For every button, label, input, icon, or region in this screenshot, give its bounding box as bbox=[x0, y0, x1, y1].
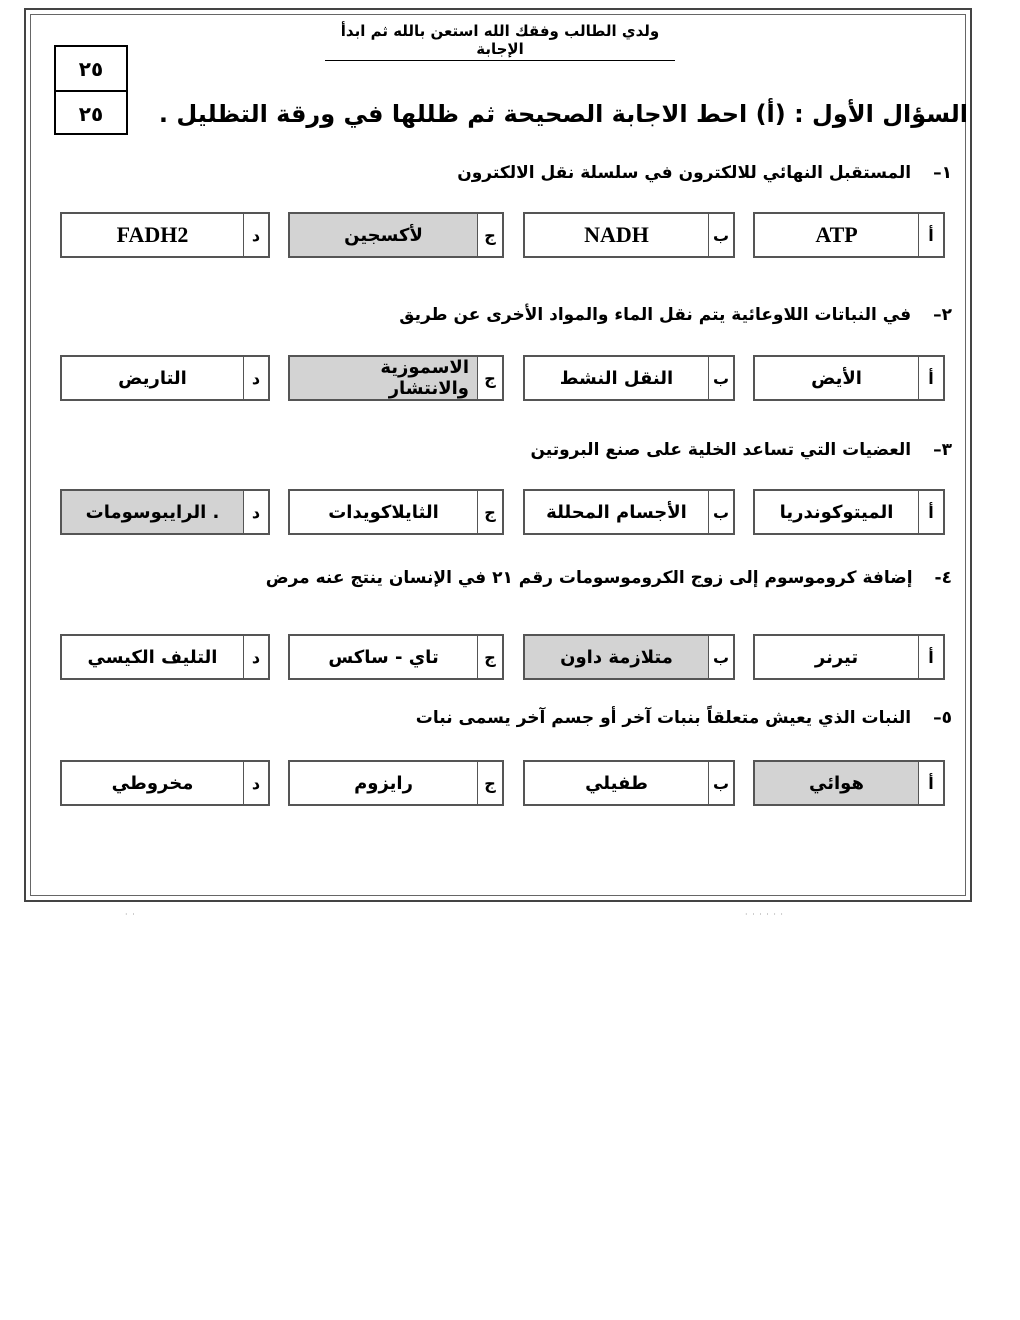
question-text: في النباتات اللاوعائية يتم نقل الماء والمواد الأخرى عن طريق bbox=[399, 305, 912, 325]
option-letter: ب bbox=[708, 491, 733, 533]
option-5-4[interactable] bbox=[60, 760, 270, 806]
option-4-2[interactable] bbox=[523, 634, 735, 680]
option-2-4[interactable] bbox=[60, 355, 270, 401]
question-5 bbox=[416, 708, 952, 728]
option-text: مخروطي bbox=[111, 772, 194, 794]
question-3 bbox=[530, 440, 952, 460]
option-letter: ج bbox=[477, 214, 502, 256]
question-text: إضافة كروموسوم إلى زوج الكروموسومات رقم ٢١ في الإنسان ينتج عنه مرض bbox=[265, 568, 913, 588]
option-letter: أ bbox=[918, 491, 943, 533]
question-number: ٢– bbox=[933, 305, 952, 325]
option-2-3[interactable] bbox=[288, 355, 504, 401]
option-letter: أ bbox=[918, 357, 943, 399]
option-letter: أ bbox=[918, 214, 943, 256]
options-row bbox=[60, 355, 946, 403]
option-5-1[interactable] bbox=[753, 760, 945, 806]
option-4-1[interactable] bbox=[753, 634, 945, 680]
option-text: التليف الكيسي bbox=[87, 646, 218, 668]
option-letter: ب bbox=[708, 357, 733, 399]
option-2-1[interactable] bbox=[753, 355, 945, 401]
option-3-3[interactable] bbox=[288, 489, 504, 535]
question-number: ١– bbox=[933, 163, 952, 183]
option-text: الاسموزية والانتشار bbox=[290, 357, 477, 399]
option-text: تاي - ساكس bbox=[328, 646, 439, 668]
option-letter: أ bbox=[918, 762, 943, 804]
question-2 bbox=[399, 305, 952, 325]
option-letter: د bbox=[243, 762, 268, 804]
option-5-2[interactable] bbox=[523, 760, 735, 806]
option-text: لأكسجين bbox=[290, 214, 477, 256]
option-letter: ب bbox=[708, 762, 733, 804]
option-5-3[interactable] bbox=[288, 760, 504, 806]
options-row bbox=[60, 212, 946, 260]
options-row bbox=[60, 760, 946, 808]
header-instruction: ولدي الطالب وفقك الله استعن بالله ثم ابدأ الإجابة bbox=[325, 22, 675, 61]
question-text: المستقبل النهائي للالكترون في سلسلة نقل الالكترون bbox=[457, 163, 912, 183]
option-letter: ج bbox=[477, 762, 502, 804]
option-text: التاريض bbox=[118, 367, 187, 389]
option-text: الثايلاكويدات bbox=[328, 501, 439, 523]
option-letter: د bbox=[243, 491, 268, 533]
option-letter: أ bbox=[918, 636, 943, 678]
option-letter: ج bbox=[477, 636, 502, 678]
score-total: ٢٥ bbox=[78, 56, 104, 81]
option-letter: ب bbox=[708, 636, 733, 678]
question-4 bbox=[266, 568, 952, 588]
option-letter: ج bbox=[477, 357, 502, 399]
option-text: NADH bbox=[584, 222, 649, 247]
option-4-4[interactable] bbox=[60, 634, 270, 680]
option-letter: ج bbox=[477, 491, 502, 533]
option-2-2[interactable] bbox=[523, 355, 735, 401]
option-1-4[interactable] bbox=[60, 212, 270, 258]
option-letter: د bbox=[243, 214, 268, 256]
option-text: طفيلي bbox=[585, 772, 648, 794]
question-number: ٤- bbox=[934, 568, 952, 588]
option-3-1[interactable] bbox=[753, 489, 945, 535]
option-1-1[interactable] bbox=[753, 212, 945, 258]
footer-mark-left: · · bbox=[125, 910, 136, 919]
option-text: . الرايبوسومات bbox=[62, 491, 243, 533]
option-text: النقل النشط bbox=[559, 367, 674, 389]
option-text: تيرنر bbox=[814, 646, 859, 668]
question-text: النبات الذي يعيش متعلقاً بنبات آخر أو جسم آخر يسمى نبات bbox=[415, 708, 912, 728]
score-box bbox=[54, 45, 128, 135]
option-text: FADH2 bbox=[116, 222, 189, 247]
option-letter: د bbox=[243, 357, 268, 399]
option-1-2[interactable] bbox=[523, 212, 735, 258]
option-letter: د bbox=[243, 636, 268, 678]
option-3-2[interactable] bbox=[523, 489, 735, 535]
option-text: الميتوكوندريا bbox=[779, 501, 894, 523]
footer-mark-right: · · · · · · bbox=[745, 910, 784, 919]
option-text: متلازمة داون bbox=[525, 636, 708, 678]
section-title: السؤال الأول : (أ) احط الاجابة الصحيحة ثم ظللها في ورقة التظليل . bbox=[158, 100, 968, 128]
question-number: ٥– bbox=[933, 708, 952, 728]
option-3-4[interactable] bbox=[60, 489, 270, 535]
option-text: هوائي bbox=[755, 762, 918, 804]
option-text: الأجسام المحللة bbox=[546, 501, 687, 523]
option-letter: ب bbox=[708, 214, 733, 256]
option-1-3[interactable] bbox=[288, 212, 504, 258]
options-row bbox=[60, 634, 946, 682]
question-text: العضيات التي تساعد الخلية على صنع البروتين bbox=[530, 440, 912, 460]
option-text: الأيض bbox=[811, 367, 862, 389]
question-number: ٣– bbox=[933, 440, 952, 460]
score-obtained: ٢٥ bbox=[56, 90, 126, 135]
options-row bbox=[60, 489, 946, 537]
option-text: رايزوم bbox=[354, 772, 413, 794]
option-4-3[interactable] bbox=[288, 634, 504, 680]
question-1 bbox=[457, 163, 952, 183]
option-text: ATP bbox=[815, 222, 858, 247]
